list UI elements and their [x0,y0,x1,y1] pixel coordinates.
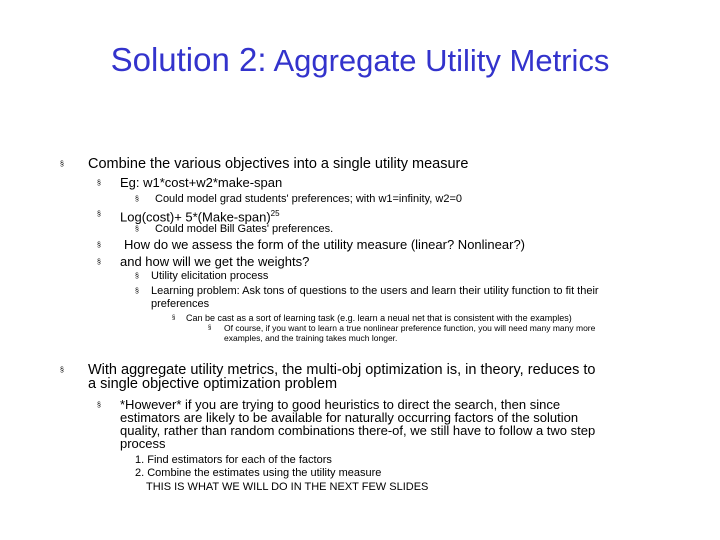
bullet-icon: § [135,288,139,295]
bullet-elicit [135,270,268,283]
step-2: 2. Combine the estimates using the utility measure [135,467,382,479]
bullet-assess [97,238,525,252]
bullet-combine [60,157,468,171]
bullet-icon: § [135,196,139,203]
slide-title [0,40,720,81]
step-1: 1. Find estimators for each of the factors [135,454,332,466]
bullet-icon: § [135,273,139,280]
bullet-grad [135,193,462,206]
bullet-text: and how will we get the weights? [120,254,310,269]
log-exponent: 25 [270,209,280,218]
bullet-icon: § [208,325,212,331]
bullet-text: Could model Bill Gates' preferences. [155,223,334,235]
bullet-text-line2: preferences [151,298,210,310]
bullet-text-line1: Of course, if you want to learn a true nonlinear preference function, you will need many many more [224,323,596,333]
bullet-text-line1: With aggregate utility metrics, the multi-obj optimization is, in theory, reduces to [88,362,596,378]
bullet-icon: § [97,402,101,409]
bullet-aggregate [60,363,595,391]
bullet-log [97,207,280,224]
bullet-text-line2: a single objective optimization problem [88,376,338,392]
bullet-eg [97,176,282,190]
bullet-icon: § [135,226,139,233]
next-slides-note: THIS IS WHAT WE WILL DO IN THE NEXT FEW SLIDES [146,481,429,493]
log-expression: Log(cost)+ 5*(Make-span) [120,209,271,225]
bullet-text-line3: quality, rather than random combinations there-of, we still have to follow a two step [120,423,596,438]
bullet-icon: § [97,242,101,249]
bullet-icon: § [60,367,64,374]
bullet-text-line1: *However* if you are trying to good heuristics to direct the search, then since [120,397,561,412]
bullet-text: Utility elicitation process [151,270,269,282]
bullet-nonlinear [208,323,595,343]
bullet-icon: § [172,315,176,321]
bullet-text: Eg: w1*cost+w2*make-span [120,175,283,190]
bullet-icon: § [97,259,101,266]
title-rest: Aggregate Utility Metrics [266,43,610,78]
bullet-icon: § [97,180,101,187]
bullet-text: How do we assess the form of the utility measure (linear? Nonlinear?) [124,237,526,252]
bullet-text [120,207,280,224]
bullet-icon: § [60,161,64,168]
bullet-text: Can be cast as a sort of learning task (e.g. learn a neual net that is consistent with the examples) [186,313,572,323]
title-lead: Solution 2: [110,41,267,78]
bullet-text: Could model grad students' preferences; with w1=infinity, w2=0 [155,193,463,205]
bullet-text-line2: examples, and the training takes much longer. [224,333,398,343]
bullet-text-line1: Learning problem: Ask tons of questions to the users and learn their utility function to fit their [151,285,599,297]
bullet-text: Combine the various objectives into a single utility measure [88,156,469,172]
bullet-icon: § [97,211,101,218]
bullet-weights [97,255,309,269]
bullet-gates [135,223,333,236]
bullet-however [97,398,595,450]
bullet-text-line4: process [120,436,166,451]
bullet-text-line2: estimators are likely to be available for naturally occurring factors of the solution [120,410,579,425]
bullet-learning [135,285,599,311]
